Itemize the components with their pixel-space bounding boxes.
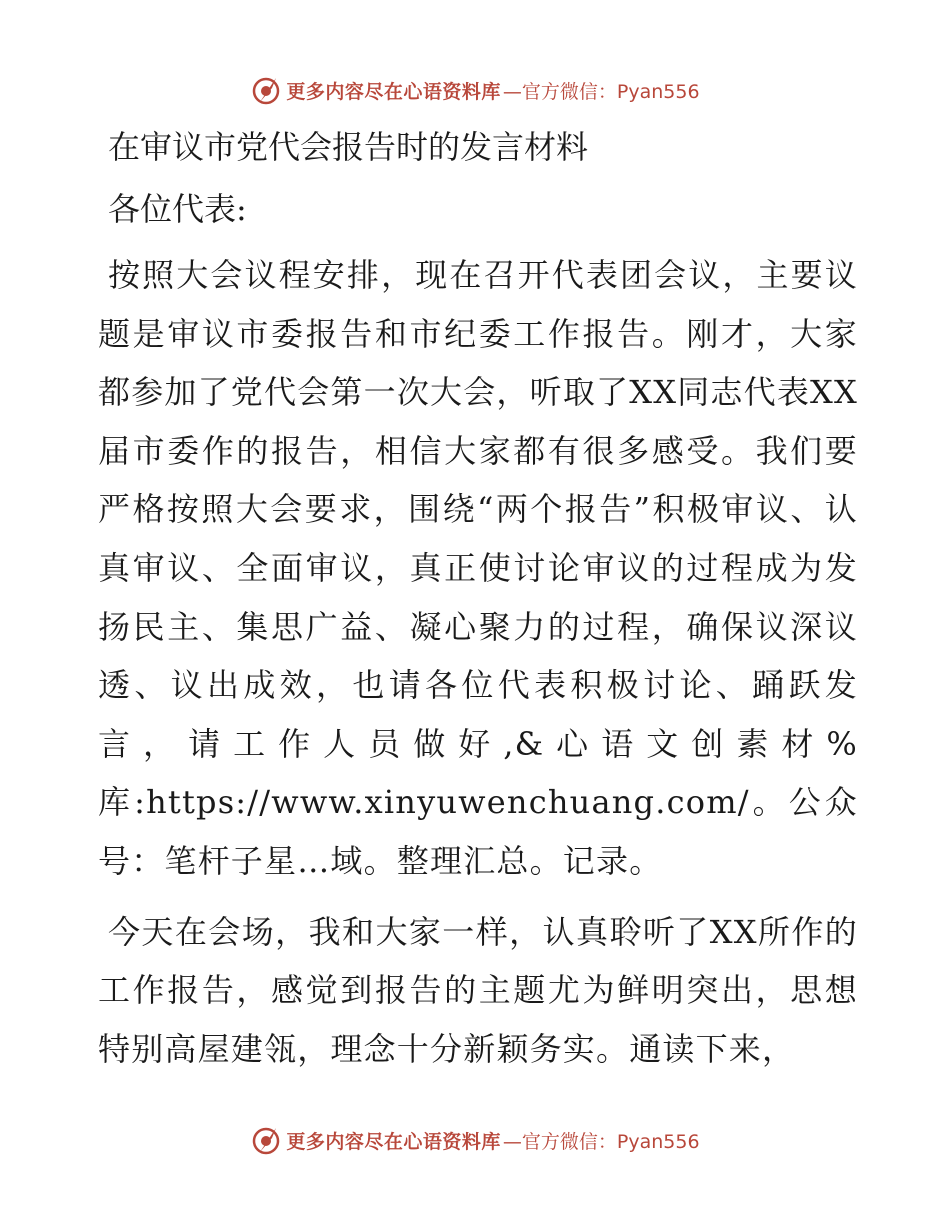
paragraph-1: 按照大会议程安排，现在召开代表团会议，主要议题是审议市委报告和市纪委工作报告。刚才，大家都参加了党代会第一次大会，听取了XX同志代表XX届市委作的报告，相信大家都有很多感受。我们要严格按照大会要求，围绕“两个报告”积极审议、认真审议、全面审议，真正使讨论审议的过程成为发扬民主、集思广益、凝心聚力的过程，确保议深议透、议出成效，也请各位代表积极讨论、踊跃发言，请工作人员做好,&心语文创素材%库:https://www.xinyuwenchuang.com/。公众号：笔杆子星…域。整理汇总。记录。 (98, 256, 858, 880)
document-body (98, 118, 858, 1090)
document-title: 在审议市党代会报告时的发言材料 (108, 128, 589, 166)
watermark-contact: —官方微信：Pyan556 (502, 1130, 700, 1153)
watermark-brand: 更多内容尽在心语资料库 (286, 1130, 501, 1153)
quill-logo-icon (250, 1124, 282, 1156)
header-watermark (0, 70, 950, 110)
paragraph-2: 今天在会场，我和大家一样，认真聆听了XX所作的工作报告，感觉到报告的主题尤为鲜明突出，思想特别高屋建瓴，理念十分新颖务实。通读下来， (98, 912, 858, 1068)
salutation: 各位代表: (108, 190, 247, 228)
quill-logo-icon (250, 74, 282, 106)
footer-watermark (0, 1120, 950, 1160)
watermark-brand: 更多内容尽在心语资料库 (286, 80, 501, 103)
watermark-contact: —官方微信：Pyan556 (502, 80, 700, 103)
